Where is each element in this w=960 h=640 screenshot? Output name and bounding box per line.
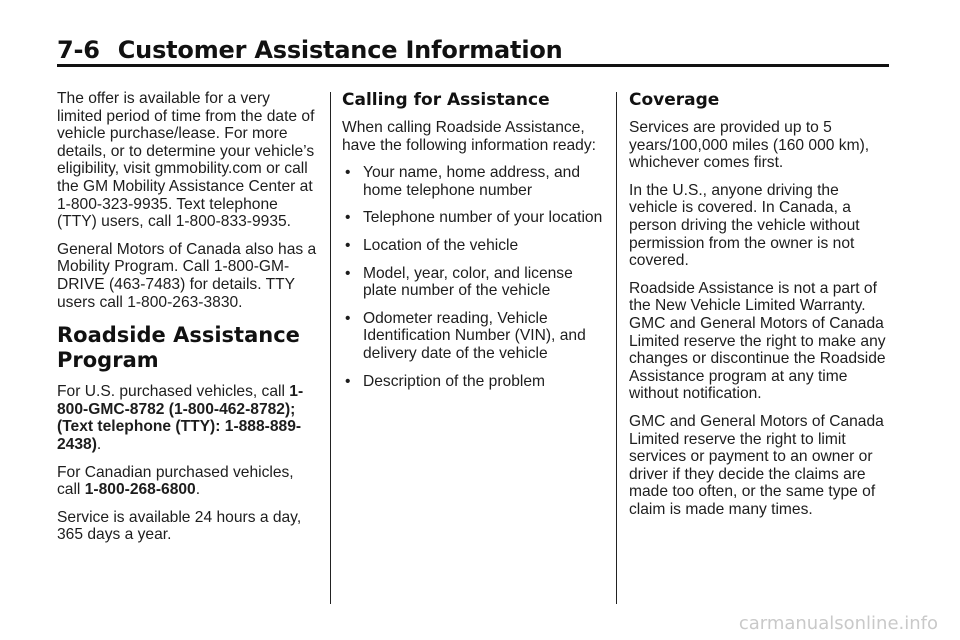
- column-left: [57, 90, 319, 554]
- page-header: [57, 36, 563, 64]
- us-phone-intro: For U.S. purchased vehicles, call: [57, 383, 285, 401]
- column-divider-1: [330, 92, 331, 604]
- us-phone-paragraph: [57, 383, 319, 453]
- bullet-icon: •: [345, 372, 351, 390]
- canada-phone-end: .: [195, 481, 201, 499]
- list-item: • Model, year, color, and license plate number of the vehicle: [345, 264, 573, 300]
- calling-intro-paragraph: When calling Roadside Assistance, have the following information ready:: [342, 119, 596, 154]
- coverage-heading: Coverage: [629, 90, 720, 110]
- column-middle: [342, 90, 604, 400]
- bullet-icon: •: [345, 264, 351, 282]
- calling-for-assistance-heading: Calling for Assistance: [342, 90, 550, 110]
- coverage-limits-rights-paragraph: GMC and General Motors of Canada Limited reserve the right to limit services or payment to an owner or driver if they decide the claims are made too often, or the same type of claim is made many times.: [629, 412, 884, 518]
- list-item: • Your name, home address, and home telephone number: [345, 164, 581, 199]
- list-item: • Telephone number of your location: [345, 209, 603, 227]
- column-divider-2: [616, 92, 617, 604]
- list-item: • Location of the vehicle: [345, 236, 519, 254]
- us-phone-numbers: 1-800-GMC-8782 (1-800-462-8782); (Text telephone (TTY): 1-888-889-2438): [57, 383, 304, 453]
- bullet-icon: •: [345, 164, 351, 182]
- service-hours-paragraph: Service is available 24 hours a day, 365 days a year.: [57, 508, 302, 544]
- watermark: carmanualsonline.info: [738, 613, 938, 634]
- list-item: • Description of the problem: [345, 372, 546, 390]
- bullet-icon: •: [345, 309, 351, 327]
- page-number: 7-6: [57, 36, 100, 64]
- canada-mobility-paragraph: General Motors of Canada also has a Mobility Program. Call 1-800-GM-DRIVE (463-7483) for details. TTY users call 1-800-263-3830.: [57, 240, 317, 311]
- list-item: • Odometer reading, Vehicle Identification Number (VIN), and delivery date of the vehicle: [345, 309, 586, 362]
- page-title: Customer Assistance Information: [117, 36, 563, 64]
- us-phone-end: .: [96, 435, 102, 453]
- canada-phone-paragraph: [57, 464, 319, 499]
- roadside-assistance-heading: Roadside Assistance Program: [57, 323, 300, 373]
- coverage-limits-paragraph: Services are provided up to 5 years/100,000 miles (160 000 km), whichever comes first.: [629, 119, 870, 172]
- bullet-icon: •: [345, 209, 351, 227]
- info-checklist: [342, 164, 604, 390]
- coverage-warranty-paragraph: Roadside Assistance is not a part of the New Vehicle Limited Warranty. GMC and General Motors of Canada Limited reserve the right to make any changes or discontinue the Roadside Assistance program at any time without notification.: [629, 279, 886, 403]
- canada-phone-intro: For Canadian purchased vehicles, call: [57, 463, 294, 499]
- header-rule: [57, 64, 889, 67]
- coverage-drivers-paragraph: In the U.S., anyone driving the vehicle is covered. In Canada, a person driving the vehicle without permission from the owner is not covered.: [629, 181, 860, 270]
- column-right: [629, 90, 891, 528]
- canada-phone-number: 1-800-268-6800: [84, 481, 196, 499]
- bullet-icon: •: [345, 236, 351, 254]
- mobility-offer-paragraph: The offer is available for a very limited period of time from the date of vehicle purchase/lease. For more details, or to determine your vehicle’s eligibility, visit gmmobility.com or call the GM Mobility Assistance Center at 1-800-323-9935. Text telephone (TTY) users, call 1-800-833-9935.: [57, 90, 315, 231]
